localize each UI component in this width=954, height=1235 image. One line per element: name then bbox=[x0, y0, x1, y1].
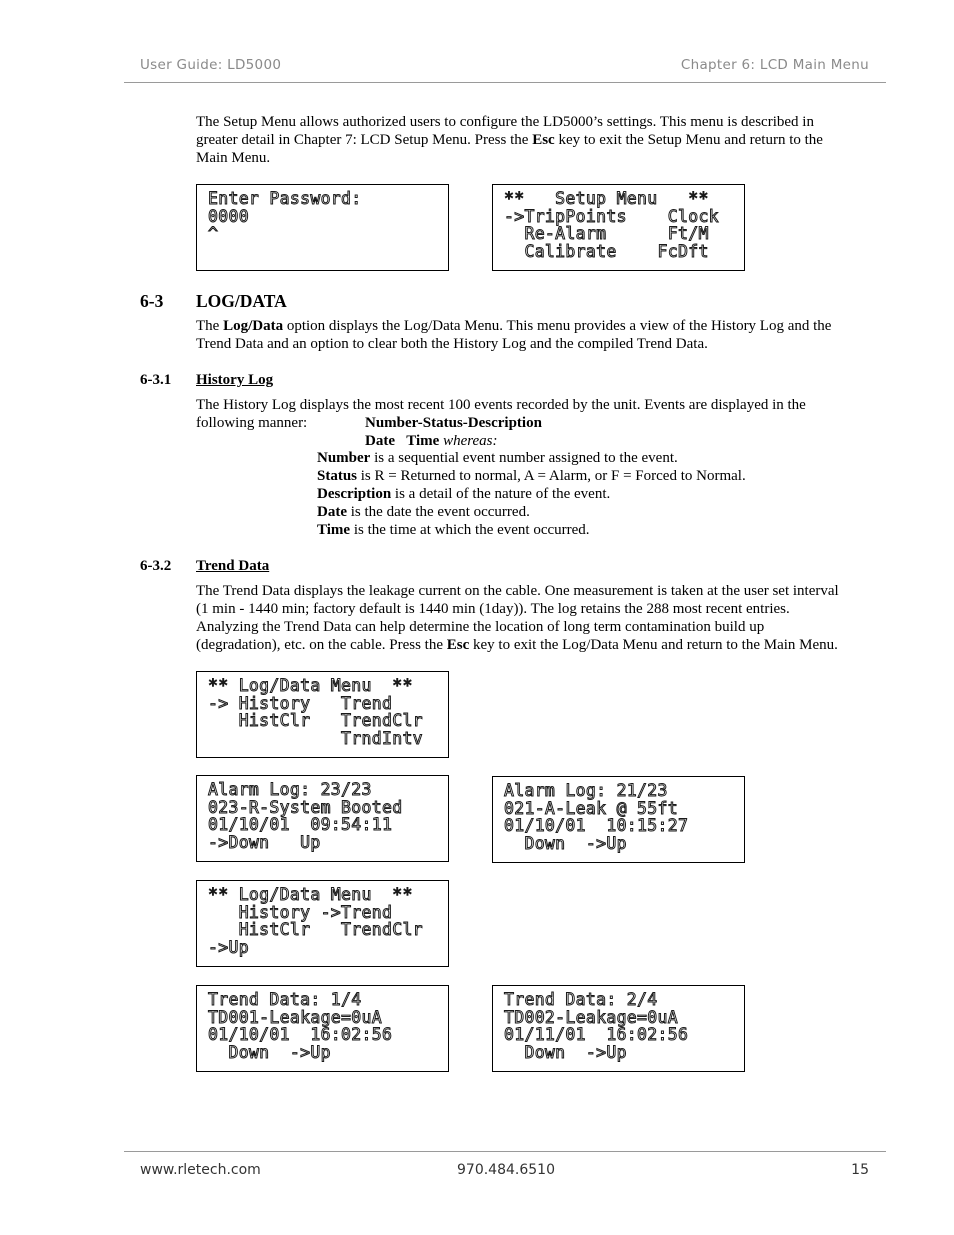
lcd-line: Down ->Up bbox=[504, 833, 627, 853]
intro-line: greater detail in Chapter 7: LCD Setup Menu. Press the Esc key to exit the Setup Menu and return to the bbox=[196, 132, 823, 148]
lcd-line: ** Setup Menu ** bbox=[504, 189, 709, 208]
paragraph-line: (degradation), etc. on the cable. Press the Esc key to exit the Log/Data Menu and return to the Main Menu. bbox=[196, 637, 838, 653]
trend-data-paragraph bbox=[196, 582, 876, 654]
definition-status: Status is R = Returned to normal, A = Alarm, or F = Forced to Normal. bbox=[317, 468, 746, 484]
lcd-line: -> History Trend bbox=[208, 693, 393, 713]
intro-paragraph bbox=[196, 113, 876, 167]
lcd-line: ^ bbox=[208, 224, 219, 243]
lcd-line: History ->Trend bbox=[208, 902, 393, 922]
section-heading-6-3-1: 6-3.1 History Log bbox=[140, 372, 274, 388]
lcd-line: Trend Data: 1/4 bbox=[208, 990, 362, 1009]
lcd-line: Calibrate FcDft bbox=[504, 241, 709, 261]
footer-rule bbox=[124, 1151, 886, 1152]
lcd-line bbox=[208, 243, 448, 261]
lcd-line: 01/10/01 09:54:11 bbox=[208, 815, 393, 834]
lcd-setup-menu bbox=[492, 184, 745, 271]
lcd-line: ->TripPoints Clock bbox=[504, 206, 719, 226]
lcd-line: Re-Alarm Ft/M bbox=[504, 224, 709, 243]
paragraph-line: The Log/Data option displays the Log/Data Menu. This menu provides a view of the History Log and the bbox=[196, 318, 832, 334]
lcd-line: TrndIntv bbox=[208, 728, 423, 748]
lcd-alarm-log-21 bbox=[492, 776, 745, 863]
section-heading-6-3-2: 6-3.2 Trend Data bbox=[140, 558, 270, 574]
paragraph-line: (1 min - 1440 min; factory default is 1440 min (1day)). The log retains the 288 most recent entries. bbox=[196, 601, 790, 617]
lcd-line: Down ->Up bbox=[208, 1042, 331, 1062]
section-heading-6-3: 6-3 LOG/DATA bbox=[140, 291, 287, 311]
paragraph-line: Trend Data and an option to clear both the History Log and the compiled Trend Data. bbox=[196, 336, 708, 352]
lcd-enter-password bbox=[196, 184, 449, 271]
paragraph-line: The Trend Data displays the leakage current on the cable. One measurement is taken at the user set interval bbox=[196, 583, 839, 599]
footer-page-number: 15 bbox=[851, 1162, 869, 1178]
history-format-line-2: Date Time whereas: bbox=[365, 433, 498, 449]
definition-number: Number is a sequential event number assigned to the event. bbox=[317, 450, 678, 466]
paragraph-line: The History Log displays the most recent 100 events recorded by the unit. Events are displayed in the bbox=[196, 397, 806, 413]
intro-line: Main Menu. bbox=[196, 150, 271, 166]
lcd-line: 01/10/01 16:02:56 bbox=[208, 1025, 393, 1044]
header-doc-title: User Guide: LD5000 bbox=[140, 57, 282, 73]
lcd-line: ** Log/Data Menu ** bbox=[208, 885, 413, 904]
lcd-line: Down ->Up bbox=[504, 1042, 627, 1062]
lcd-line: ->Down Up bbox=[208, 832, 321, 852]
lcd-line: HistClr TrendClr bbox=[208, 711, 423, 730]
lcd-line: HistClr TrendClr bbox=[208, 920, 423, 939]
definition-description: Description is a detail of the nature of the event. bbox=[317, 486, 611, 502]
footer-website: www.rletech.com bbox=[140, 1162, 261, 1178]
lcd-line: Alarm Log: 23/23 bbox=[208, 780, 372, 799]
lcd-log-data-menu-trend bbox=[196, 880, 449, 967]
lcd-line: Enter Password: bbox=[208, 189, 362, 208]
lcd-line: 023-R-System Booted bbox=[208, 797, 403, 817]
header-chapter-title: Chapter 6: LCD Main Menu bbox=[680, 57, 869, 73]
lcd-line: 01/11/01 16:02:56 bbox=[504, 1025, 689, 1044]
definition-date: Date is the date the event occurred. bbox=[317, 504, 530, 520]
section-6-3-paragraph bbox=[196, 317, 876, 353]
lcd-line: Trend Data: 2/4 bbox=[504, 990, 658, 1009]
lcd-line: 021-A-Leak @ 55ft bbox=[504, 798, 678, 818]
footer-phone: 970.484.6510 bbox=[457, 1162, 555, 1178]
intro-line: The Setup Menu allows authorized users to configure the LD5000’s settings. This menu is described in bbox=[196, 114, 814, 130]
lcd-line: Alarm Log: 21/23 bbox=[504, 781, 668, 800]
lcd-line: 01/10/01 10:15:27 bbox=[504, 816, 689, 835]
lcd-line: TD002-Leakage=0uA bbox=[504, 1007, 678, 1027]
lcd-line: ** Log/Data Menu ** bbox=[208, 676, 413, 695]
lcd-trend-data-1 bbox=[196, 985, 449, 1072]
lcd-line: TD001-Leakage=0uA bbox=[208, 1007, 382, 1027]
history-format-line-1: Number-Status-Description bbox=[365, 415, 542, 431]
paragraph-line: Analyzing the Trend Data can help determine the location of long term contamination build up bbox=[196, 619, 765, 635]
lcd-line: 0000 bbox=[208, 206, 249, 226]
paragraph-line: following manner: bbox=[196, 415, 308, 431]
header-rule bbox=[124, 82, 886, 83]
lcd-alarm-log-23 bbox=[196, 775, 449, 862]
lcd-log-data-menu bbox=[196, 671, 449, 758]
lcd-trend-data-2 bbox=[492, 985, 745, 1072]
lcd-line: ->Up bbox=[208, 937, 249, 957]
definition-time: Time is the time at which the event occurred. bbox=[317, 522, 590, 538]
